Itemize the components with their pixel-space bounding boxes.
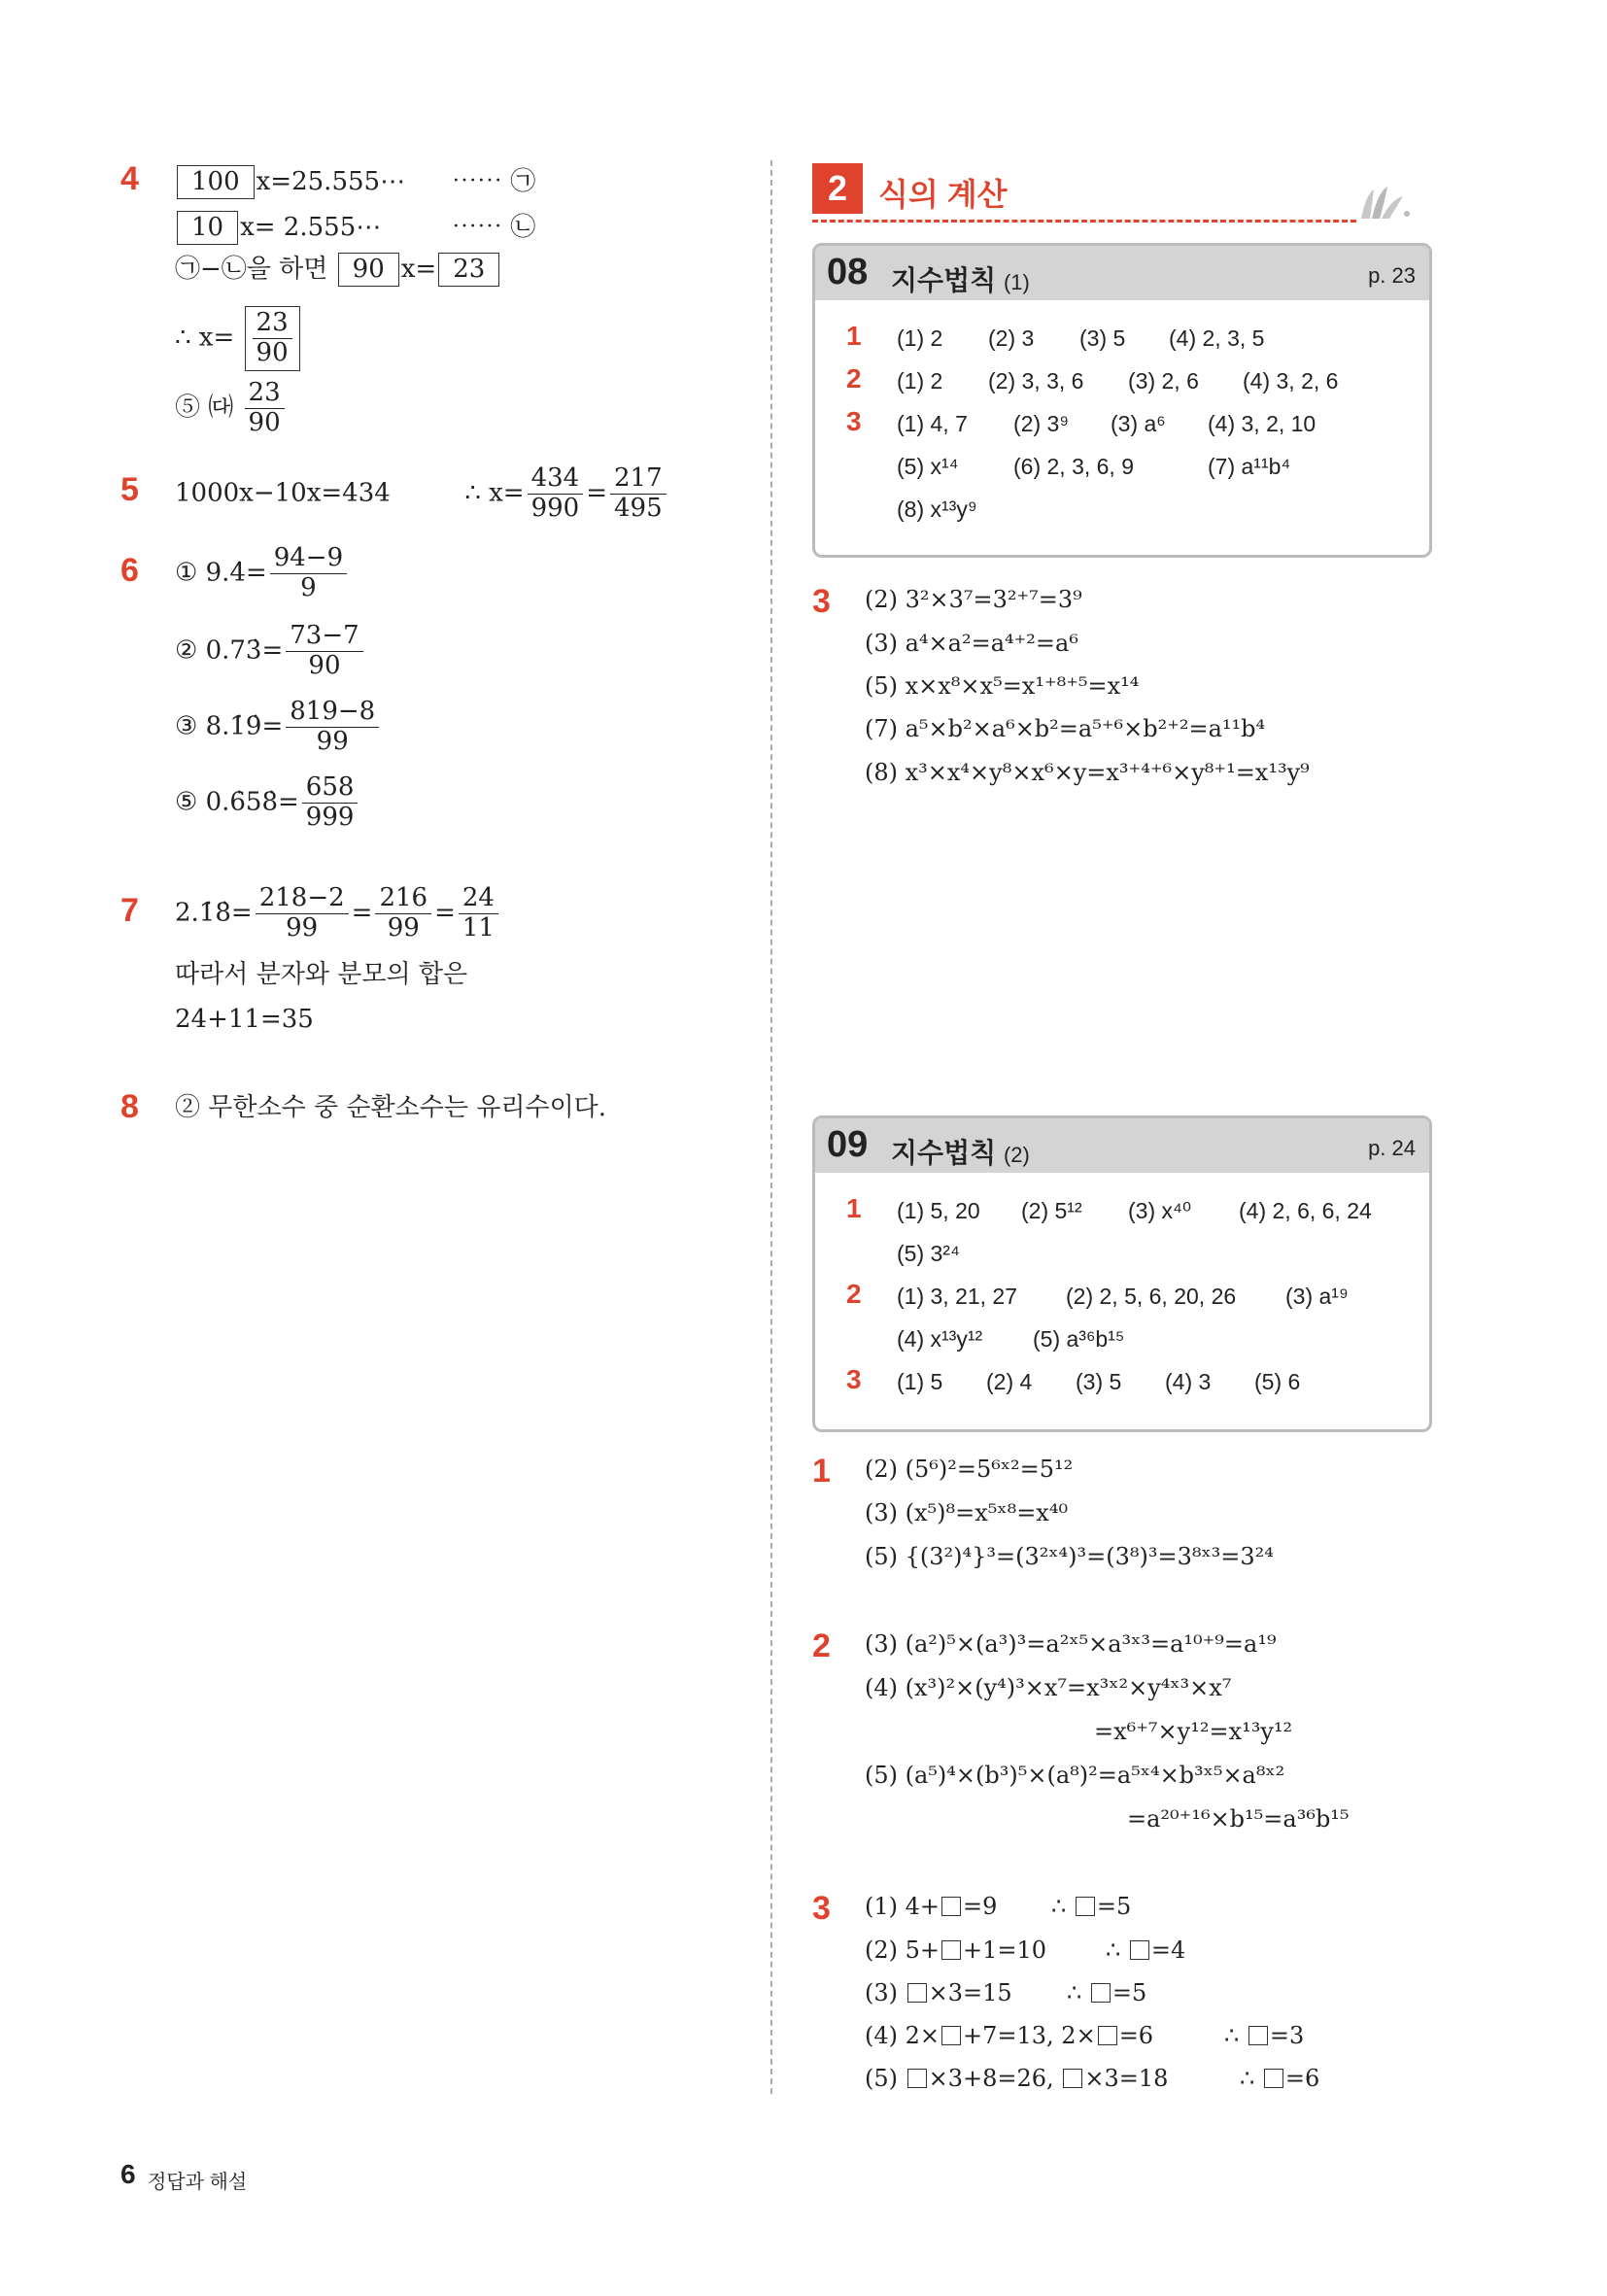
panel-title	[891, 1132, 1030, 1171]
answer-box: 10	[177, 211, 238, 245]
text: ㉠−㉡을 하면	[175, 255, 328, 284]
answer-box: 23	[438, 253, 499, 287]
denominator: 990	[530, 493, 580, 523]
solution-number: 3	[812, 583, 831, 620]
panel-header	[815, 246, 1429, 300]
section-number: 2	[812, 163, 863, 214]
text: =5	[1096, 1893, 1132, 1920]
text-line: 24+11=35	[175, 1005, 314, 1034]
text: ∴ x=	[464, 478, 525, 508]
answer-item: (1) 3, 21, 27	[897, 1284, 1018, 1309]
question-number: 8	[120, 1088, 139, 1125]
solution-line: (3) (a²)⁵×(a³)³=a²ˣ⁵×a³ˣ³=a¹⁰⁺⁹=a¹⁹	[865, 1630, 1277, 1658]
therefore	[1224, 2024, 1304, 2047]
fraction	[270, 544, 347, 603]
answer-item: (4) 2, 3, 5	[1169, 326, 1265, 351]
equation: 1000x−10x=434	[175, 478, 391, 508]
blank-square	[1091, 1983, 1111, 2003]
answer-item: (4) x¹³y¹²	[897, 1326, 983, 1352]
denominator: 11	[462, 912, 495, 942]
text: =3	[1269, 2022, 1305, 2049]
solution-line: (5) (a⁵)⁴×(b³)⁵×(a⁸)²=a⁵ˣ⁴×b³ˣ⁵×a⁸ˣ²	[865, 1762, 1285, 1789]
denominator: 90	[256, 337, 289, 367]
answer-item: (4) 3, 2, 10	[1208, 411, 1316, 436]
equation-line	[175, 464, 669, 524]
equation-line	[175, 698, 382, 757]
text: =6	[1118, 2022, 1154, 2049]
denominator: 90	[248, 407, 281, 437]
solution-line	[865, 2065, 1320, 2092]
text: (2) 5+	[865, 1936, 940, 1964]
numerator: 217	[610, 464, 667, 495]
footer-label: 정답과 해설	[148, 2172, 248, 2193]
row-number: 2	[846, 363, 862, 394]
answer-item: (1) 5	[897, 1369, 943, 1394]
solution-line: (2) 3²×3⁷=3²⁺⁷=3⁹	[865, 586, 1082, 613]
text: (3)	[865, 1979, 898, 2006]
denominator: 90	[308, 650, 341, 680]
text: ① 9.4̇=	[175, 558, 267, 588]
solution-line: (5) x×x⁸×x⁵=x¹⁺⁸⁺⁵=x¹⁴	[865, 672, 1140, 700]
label-mark: ⋯⋯ ㉡	[452, 213, 536, 242]
numerator: 23	[245, 379, 285, 409]
answer-item: (3) a¹⁹	[1285, 1284, 1349, 1309]
equation-line: 2.1̇8̇= $\frac{218-2}{99}$ = $\frac{216}{99}$ = $\frac{24}{11}$	[175, 884, 501, 943]
therefore	[1240, 2067, 1319, 2090]
blank-square	[1098, 2026, 1117, 2045]
solution-number: 1	[812, 1453, 831, 1490]
denominator: 99	[387, 912, 420, 942]
section-rule	[812, 220, 1356, 223]
answer-item: (7) a¹¹b⁴	[1208, 454, 1291, 479]
fraction	[256, 884, 349, 943]
fraction	[610, 464, 667, 524]
text: ⑤ 0.6̇58̇=	[175, 787, 299, 817]
numerator: 434	[528, 464, 584, 495]
question-number: 5	[120, 471, 139, 508]
solution-line: (8) x³×x⁴×y⁸×x⁶×y=x³⁺⁴⁺⁶×y⁸⁺¹=x¹³y⁹	[865, 759, 1310, 786]
denominator: 9	[300, 572, 317, 602]
fraction	[286, 622, 362, 681]
equation-line	[175, 773, 360, 833]
solution-line: (5) {(3²)⁴}³=(3²ˣ⁴)³=(3⁸)³=3⁸ˣ³=3²⁴	[865, 1543, 1274, 1570]
solution-line	[865, 1893, 1132, 1920]
blank-square	[907, 2069, 927, 2088]
answer-item: (6) 2, 3, 6, 9	[1013, 454, 1135, 479]
row-number: 1	[846, 321, 862, 351]
row-number: 3	[846, 406, 862, 436]
solution-line: (7) a⁵×b²×a⁶×b²=a⁵⁺⁶×b²⁺²=a¹¹b⁴	[865, 715, 1266, 742]
solution-line	[865, 1979, 1147, 2006]
solution-line: =x⁶⁺⁷×y¹²=x¹³y¹²	[1094, 1718, 1293, 1745]
text-line: ② 무한소수 중 순환소수는 유리수이다.	[175, 1093, 607, 1122]
denominator: 99	[286, 912, 319, 942]
answer-item: (4) 3	[1165, 1369, 1212, 1394]
question-number: 4	[120, 160, 139, 197]
therefore-sign: ∴	[1240, 2065, 1255, 2092]
blank-square	[941, 1940, 961, 1960]
answer-item: (4) 2, 6, 6, 24	[1239, 1198, 1372, 1223]
panel-number: 08	[827, 252, 869, 292]
title-text: 지수법칙	[891, 265, 997, 295]
answer-panel-09	[812, 1115, 1432, 1432]
solution-line: (3) a⁴×a²=a⁴⁺²=a⁶	[865, 630, 1078, 657]
page-reference: p. 24	[1368, 1136, 1416, 1160]
numerator: 23	[253, 309, 292, 339]
text: (1) 4+	[865, 1893, 940, 1920]
text: +1=10	[963, 1936, 1047, 1964]
therefore-sign: ∴	[1051, 1893, 1067, 1920]
text: =9	[963, 1893, 998, 1920]
panel-title	[891, 259, 1030, 298]
denominator: 495	[614, 493, 663, 523]
text: ×3=18	[1084, 2065, 1169, 2092]
equation-line	[175, 306, 302, 371]
page-reference: p. 23	[1368, 263, 1416, 288]
row-number: 3	[846, 1364, 862, 1394]
text: ×3+8=26,	[928, 2065, 1054, 2092]
row-number: 1	[846, 1193, 862, 1223]
equation: x= 2.555⋯	[240, 213, 382, 242]
answer-item: (2) 3	[988, 326, 1035, 351]
column-divider	[770, 160, 772, 2094]
equation-line	[175, 165, 536, 199]
text: ⑤ ㈐	[175, 393, 234, 423]
text: ③ 8.1̇9̇=	[175, 711, 284, 741]
answer-item: (8) x¹³y⁹	[897, 497, 977, 522]
equation: x=25.555⋯	[256, 167, 406, 196]
text: =5	[1111, 1979, 1147, 2006]
text: =	[586, 478, 608, 508]
answer-item: (5) a³⁶b¹⁵	[1033, 1326, 1125, 1352]
solution-number: 3	[812, 1890, 831, 1927]
answer-item: (3) 5	[1079, 326, 1126, 351]
answer-item: (3) 5	[1076, 1369, 1122, 1394]
row-number: 2	[846, 1279, 862, 1309]
equation-line	[175, 622, 366, 681]
solution-line	[865, 2022, 1305, 2049]
text: +7=13, 2×	[963, 2022, 1096, 2049]
answer-item: (3) 2, 6	[1128, 368, 1199, 394]
solution-line	[865, 1936, 1186, 1964]
answer-item: (3) x⁴⁰	[1128, 1198, 1192, 1223]
therefore-sign: ∴	[1224, 2022, 1240, 2049]
answer-item: (4) 3, 2, 6	[1243, 368, 1339, 394]
equation-line	[175, 379, 288, 438]
text: x=	[400, 255, 437, 284]
text: =4	[1150, 1936, 1186, 1964]
therefore	[1067, 1981, 1146, 2005]
answer-item: (5) 3²⁴	[897, 1241, 960, 1266]
answer-item: (5) 6	[1254, 1369, 1301, 1394]
title-text: 지수법칙	[891, 1138, 997, 1168]
text: ×3=15	[928, 1979, 1012, 2006]
page-number: 6	[120, 2159, 136, 2189]
numerator: 658	[302, 773, 359, 804]
leaf-decoration-icon	[1356, 185, 1415, 223]
therefore	[1106, 1938, 1185, 1962]
answer-item: (1) 4, 7	[897, 411, 968, 436]
text: ② 0.73̇=	[175, 635, 284, 666]
blank-square	[1076, 1897, 1095, 1916]
fraction	[245, 379, 285, 438]
text: (5)	[865, 2065, 898, 2092]
answer-box: 100	[177, 165, 255, 199]
answer-panel-08	[812, 243, 1432, 558]
therefore	[1051, 1895, 1131, 1918]
question-number: 6	[120, 552, 139, 589]
text: 2.1̇8̇=	[175, 898, 253, 928]
fraction	[528, 464, 584, 524]
numerator: 73−7	[286, 622, 362, 652]
title-sub: (1)	[1003, 270, 1030, 294]
solution-line: (3) (x⁵)⁸=x⁵ˣ⁸=x⁴⁰	[865, 1499, 1069, 1526]
numerator: 94−9	[270, 544, 347, 574]
blank-square	[1063, 2069, 1082, 2088]
fraction	[253, 309, 292, 368]
fraction	[375, 884, 431, 943]
fraction	[286, 698, 379, 757]
answer-item: (1) 2	[897, 326, 943, 351]
answer-item: (2) 2, 5, 6, 20, 26	[1066, 1284, 1237, 1309]
solution-line: =a²⁰⁺¹⁶×b¹⁵=a³⁶b¹⁵	[1127, 1805, 1350, 1833]
title-sub: (2)	[1003, 1143, 1030, 1167]
panel-header	[815, 1118, 1429, 1173]
panel-number: 09	[827, 1124, 869, 1165]
label-mark: ⋯⋯ ㉠	[452, 167, 536, 196]
answer-item: (5) x¹⁴	[897, 454, 959, 479]
numerator: 218−2	[256, 884, 349, 914]
answer-item: (2) 5¹²	[1021, 1198, 1082, 1223]
answer-item: (1) 5, 20	[897, 1198, 980, 1223]
equation-line	[175, 544, 350, 603]
blank-square	[1130, 1940, 1149, 1960]
equation-line	[175, 211, 536, 245]
fraction	[302, 773, 359, 833]
text: ∴ x=	[175, 323, 235, 353]
numerator: 819−8	[286, 698, 379, 728]
solution-line: (2) (5⁶)²=5⁶ˣ²=5¹²	[865, 1456, 1074, 1483]
text: =6	[1284, 2065, 1320, 2092]
solution-line: (4) (x³)²×(y⁴)³×x⁷=x³ˣ²×y⁴ˣ³×x⁷	[865, 1674, 1232, 1701]
fraction	[459, 884, 498, 943]
answer-item: (3) a⁶	[1111, 411, 1166, 436]
therefore-sign: ∴	[1106, 1936, 1121, 1964]
answer-box	[245, 306, 300, 371]
therefore-sign: ∴	[1067, 1979, 1082, 2006]
answer-item: (2) 4	[986, 1369, 1033, 1394]
answer-item: (2) 3⁹	[1013, 411, 1070, 436]
blank-square	[941, 2026, 961, 2045]
answer-box: 90	[338, 253, 399, 287]
blank-square	[1264, 2069, 1283, 2088]
equation-line	[175, 253, 501, 287]
denominator: 999	[305, 802, 355, 832]
answer-item: (2) 3, 3, 6	[988, 368, 1084, 394]
answer-item: (1) 2	[897, 368, 943, 394]
denominator: 99	[316, 726, 349, 756]
text: (4) 2×	[865, 2022, 940, 2049]
blank-square	[1248, 2026, 1268, 2045]
solution-number: 2	[812, 1628, 831, 1664]
blank-square	[941, 1897, 961, 1916]
numerator: 24	[459, 884, 498, 914]
text-line: 따라서 분자와 분모의 합은	[175, 960, 468, 989]
section-title: 식의 계산	[878, 177, 1008, 212]
blank-square	[907, 1983, 927, 2003]
question-number: 7	[120, 892, 139, 929]
numerator: 216	[375, 884, 431, 914]
